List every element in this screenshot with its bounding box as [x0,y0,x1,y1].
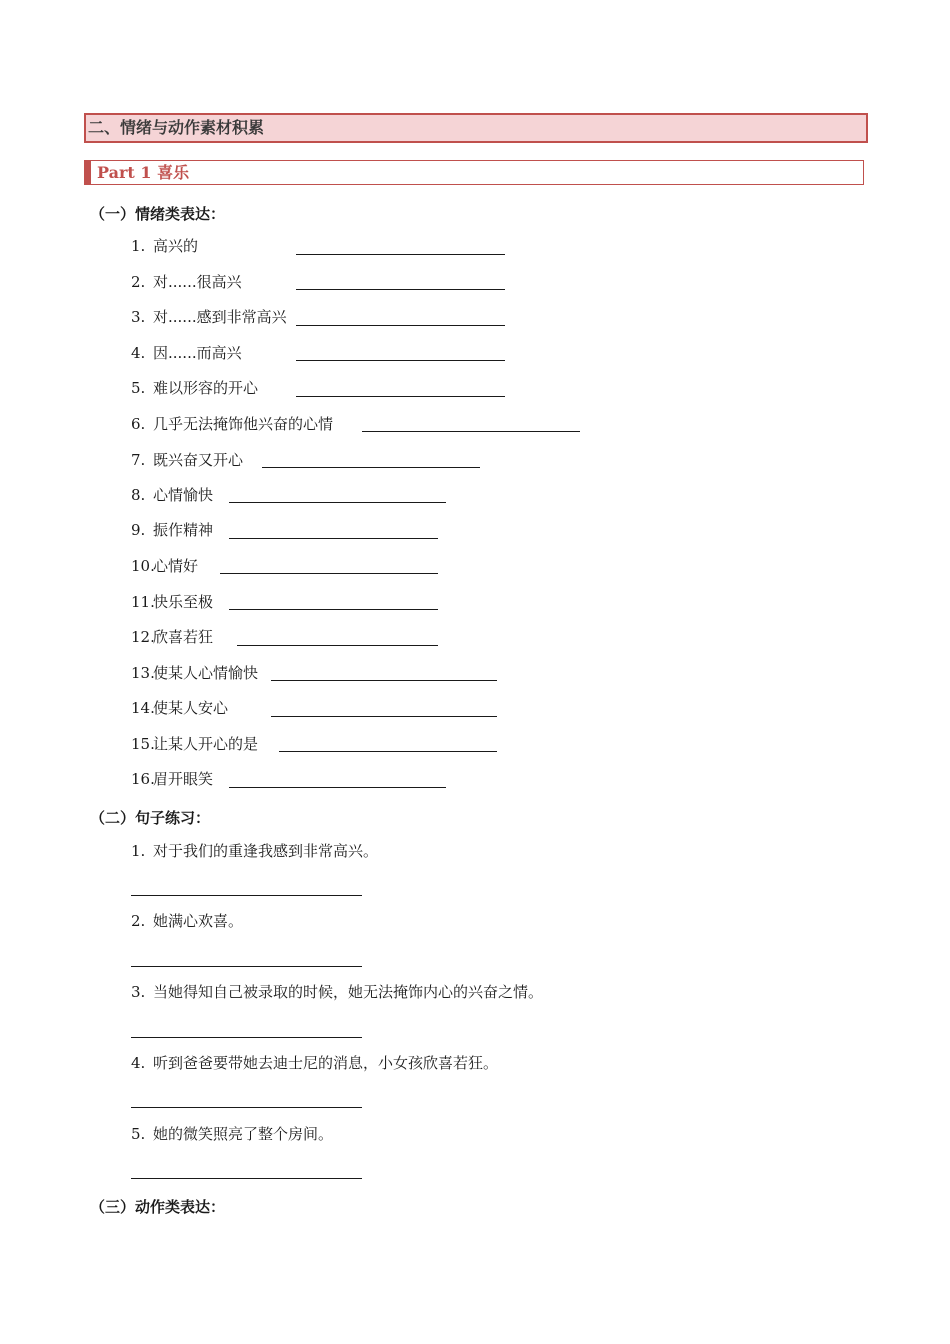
sentence-item: 2. 她满心欢喜。 [131,912,244,930]
list-item: 1. 高兴的 [131,237,199,255]
answer-blank[interactable] [296,360,505,361]
answer-blank[interactable] [262,467,480,468]
answer-blank[interactable] [296,396,505,397]
answer-line[interactable] [131,966,362,967]
list-item: 11.快乐至极 [131,593,214,611]
answer-blank[interactable] [229,538,438,539]
list-item: 4. 因......而高兴 [131,344,242,362]
group3-heading: （三）动作类表达： [90,1198,226,1216]
sentence-item: 1. 对于我们的重逢我感到非常高兴。 [131,842,379,860]
list-item: 3. 对......感到非常高兴 [131,308,287,326]
answer-blank[interactable] [229,787,446,788]
list-item: 5. 难以形容的开心 [131,379,259,397]
sentence-item: 3. 当她得知自己被录取的时候，她无法掩饰内心的兴奋之情。 [131,983,544,1001]
list-item: 13.使某人心情愉快 [131,664,259,682]
list-item: 14.使某人安心 [131,699,229,717]
answer-blank[interactable] [362,431,580,432]
answer-blank[interactable] [296,325,505,326]
list-item: 2. 对......很高兴 [131,273,242,291]
list-item: 15.让某人开心的是 [131,735,259,753]
answer-blank[interactable] [229,609,438,610]
sentence-item: 4. 听到爸爸要带她去迪士尼的消息，小女孩欣喜若狂。 [131,1054,499,1072]
sentence-item: 5. 她的微笑照亮了整个房间。 [131,1125,334,1143]
list-item: 16.眉开眼笑 [131,770,214,788]
answer-blank[interactable] [229,502,446,503]
list-item: 7. 既兴奋又开心 [131,451,244,469]
group2-heading: （二）句子练习： [90,809,211,827]
answer-blank[interactable] [220,573,438,574]
list-item: 6. 几乎无法掩饰他兴奋的心情 [131,415,334,433]
list-item: 10.心情好 [131,557,199,575]
answer-line[interactable] [131,1107,362,1108]
list-item: 8. 心情愉快 [131,486,214,504]
answer-blank[interactable] [296,289,505,290]
answer-blank[interactable] [271,680,497,681]
group1-heading: （一）情绪类表达： [90,205,226,223]
answer-blank[interactable] [279,751,497,752]
answer-line[interactable] [131,1037,362,1038]
part-title: Part 1 喜乐 [84,160,864,185]
answer-blank[interactable] [237,645,438,646]
list-item: 9. 振作精神 [131,521,214,539]
answer-line[interactable] [131,895,362,896]
list-item: 12.欣喜若狂 [131,628,214,646]
answer-blank[interactable] [296,254,505,255]
answer-blank[interactable] [271,716,497,717]
section-title: 二、情绪与动作素材积累 [84,113,868,143]
answer-line[interactable] [131,1178,362,1179]
